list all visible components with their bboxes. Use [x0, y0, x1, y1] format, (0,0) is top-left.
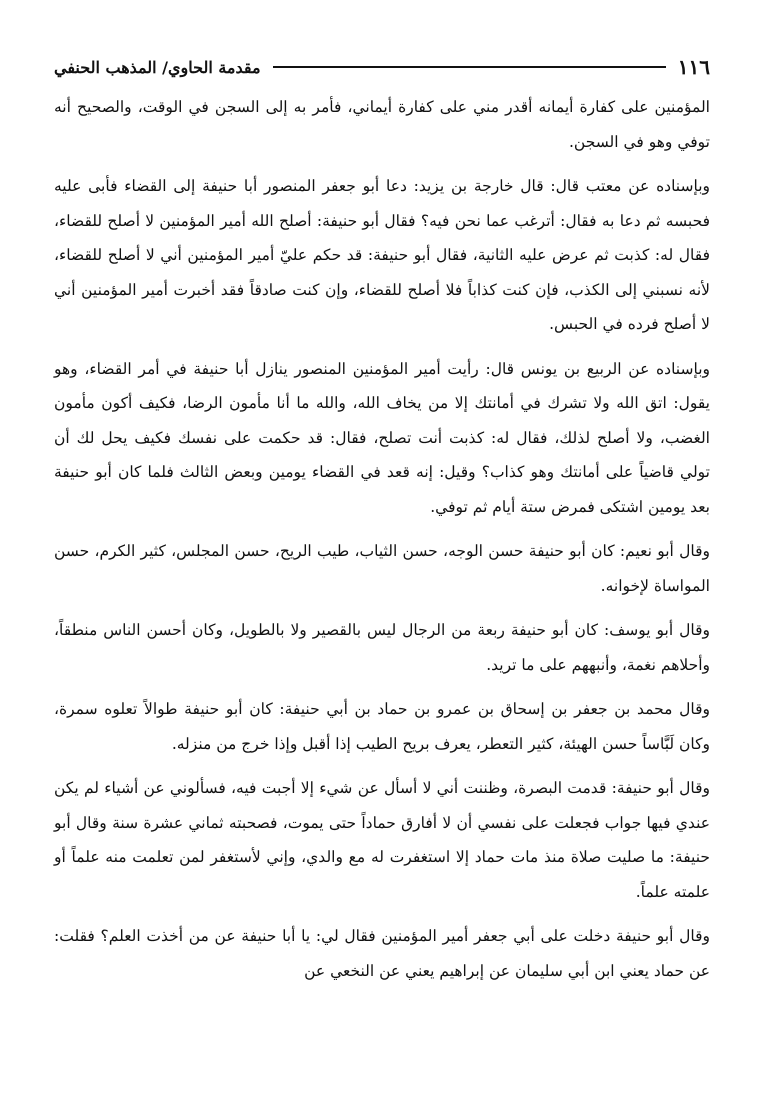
page-header — [54, 48, 710, 86]
book-page — [54, 48, 710, 1098]
running-title: مقدمة الحاوي/ المذهب الحنفي — [54, 57, 261, 77]
paragraph-4: وقال أبو نعيم: كان أبو حنيفة حسن الوجه، حسن الثياب، طيب الريح، حسن المجلس، كثير الكرم، حسن المواساة لإخوانه. — [54, 542, 710, 595]
paragraph-7: وقال أبو حنيفة: قدمت البصرة، وظننت أني لا أسأل عن شيء إلا أجبت فيه، فسألوني عن أشياء لم يكن عندي فيها جواب فجعلت على نفسي أن لا أفارق حماداً حتى يموت، فصحبته ثماني عشرة سنة وقال أبو حنيفة: ما صليت صلاة منذ مات حماد إلا استغفرت له مع والدي، وإني لأستغفر لمن تعلمت منه علماً أو علمته علماً. — [54, 779, 710, 901]
paragraph-6: وقال محمد بن جعفر بن إسحاق بن عمرو بن حماد بن أبي حنيفة: كان أبو حنيفة طوالاً تعلوه سمرة، وكان لَبَّاساً حسن الهيئة، كثير التعطر، يعرف بريح الطيب إذا أقبل وإذا خرج من منزله. — [54, 700, 710, 753]
paragraph-5: وقال أبو يوسف: كان أبو حنيفة ربعة من الرجال ليس بالقصير ولا بالطويل، وكان أحسن الناس منطقاً، وأحلاهم نغمة، وأنبههم على ما تريد. — [54, 621, 710, 674]
paragraph-3: وبإسناده عن الربيع بن يونس قال: رأيت أمير المؤمنين المنصور ينازل أبا حنيفة في أمر القضاء، وهو يقول: اتق الله ولا تشرك في أمانتك إلا من يخاف الله، والله ما أنا مأمون الرضا، فكيف أكون مأمون الغضب، ولا أصلح لذلك، فقال له: كذبت أنت تصلح، فقال: قد حكمت على نفسك فكيف يحل لك أن تولي قاضياً على أمانتك وهو كذاب؟ وقيل: إنه قعد في القضاء يومين وبعض الثالث فلما كان أبو حنيفة بعد يومين اشتكى فمرض ستة أيام ثم توفي. — [54, 359, 710, 516]
header-rule — [273, 66, 666, 68]
paragraph-1: المؤمنين على كفارة أيمانه أقدر مني على كفارة أيماني، فأمر به إلى السجن في الوقت، والصحيح أنه توفي وهو في السجن. — [54, 98, 710, 151]
paragraph-8: وقال أبو حنيفة دخلت على أبي جعفر أمير المؤمنين فقال لي: يا أبا حنيفة عن من أخذت العلم؟ فقلت: عن حماد يعني ابن أبي سليمان عن إبراهيم يعني عن النخعي عن — [54, 927, 710, 980]
paragraph-2: وبإسناده عن معتب قال: قال خارجة بن يزيد: دعا أبو جعفر المنصور أبا حنيفة إلى القضاء فأبى عليه فحبسه ثم دعا به فقال: أترغب عما نحن فيه؟ فقال أبو حنيفة: أصلح الله أمير المؤمنين لا أصلح للقضاء، فقال له: كذبت ثم عرض عليه الثانية، فقال أبو حنيفة: قد حكم عليّ أمير المؤمنين أني لا أصلح للقضاء، لأنه نسبني إلى الكذب، فإن كنت كذاباً فلا أصلح للقضاء، وإن كنت صادقاً فقد أخبرت أمير المؤمنين أني لا أصلح فرده في الحبس. — [54, 177, 710, 333]
page-number: ١١٦ — [677, 55, 710, 79]
page-body — [54, 90, 710, 988]
